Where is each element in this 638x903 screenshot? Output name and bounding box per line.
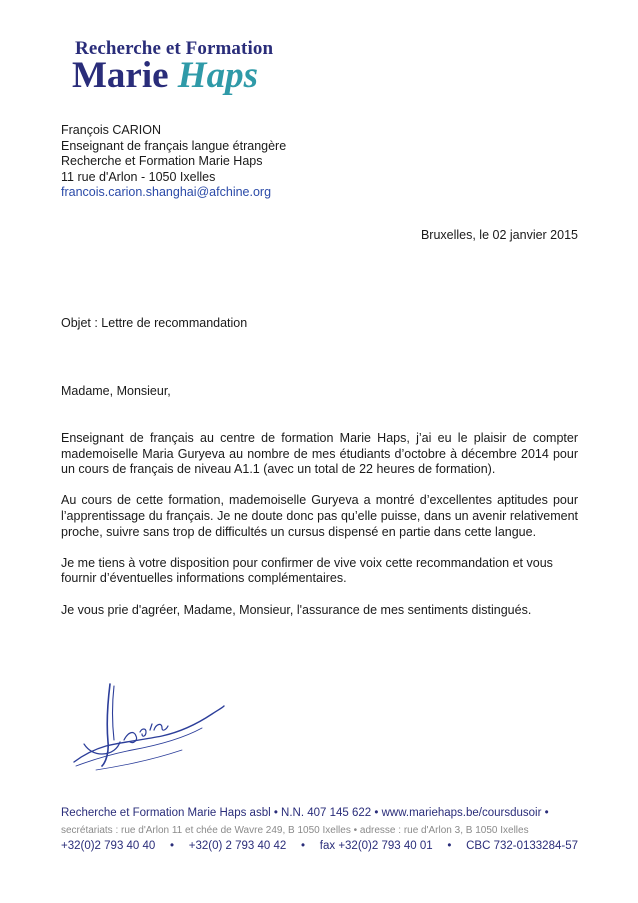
signature-stroke-4 [76,728,202,766]
footer-separator: • [301,840,306,852]
signature-stroke-6 [124,724,168,743]
logo-haps: Haps [177,55,258,96]
sender-name: François CARION [61,123,162,137]
sender-block [61,123,286,201]
footer-fax: fax +32(0)2 793 40 01 [319,840,433,852]
letter-body [61,431,578,634]
sender-email-link[interactable]: francois.carion.shanghai@afchine.org [61,185,272,199]
footer-cbc: CBC 732-0133284-57 [466,840,578,852]
sender-role: Enseignant de français langue étrangère [61,138,287,153]
logo-marie: Marie [72,55,169,96]
paragraph-1: Enseignant de français au centre de formation Marie Haps, j’ai eu le plaisir de compter mademoiselle Maria Guryeva au nombre de mes étudiants d’octobre à décembre 2014 pour un cours de français de niveau A1.1 (avec un total de 22 heures de formation). [61,431,578,477]
paragraph-2: Au cours de cette formation, mademoiselle Guryeva a montré d’excellentes aptitudes pour l’apprentissage du français. Je ne doute donc pas qu’elle puisse, dans un avenir relativement proche, suivre sans trop de difficultés un cursus dispensé en partie dans cette langue. [61,493,578,539]
signature-image [62,670,232,780]
footer-phone-2: +32(0) 2 793 40 42 [188,840,287,852]
salutation: Madame, Monsieur, [61,384,171,398]
footer-separator: • [447,840,452,852]
footer-phone-1: +32(0)2 793 40 40 [61,840,156,852]
paragraph-3: Je me tiens à votre disposition pour confirmer de vive voix cette recommandation et vous fournir d’éventuelles informations complémentaires. [61,555,553,586]
sender-address: 11 rue d'Arlon - 1050 Ixelles [61,169,216,184]
signature-stroke-2 [113,686,115,740]
footer-separator: • [170,840,175,852]
paragraph-closing: Je vous prie d'agréer, Madame, Monsieur, l'assurance de mes sentiments distingués. [61,602,532,617]
letter-subject: Objet : Lettre de recommandation [61,316,248,330]
logo-line-1: Recherche et Formation [75,38,274,59]
logo-wordmark [72,54,258,98]
footer-line-1: Recherche et Formation Marie Haps asbl • N.N. 407 145 622 • www.mariehaps.be/coursdusoir • [61,807,549,819]
letter-date: Bruxelles, le 02 janvier 2015 [420,228,578,242]
footer-line-3 [61,840,578,852]
sender-organisation: Recherche et Formation Marie Haps [61,154,263,168]
footer-line-2: secrétariats : rue d'Arlon 11 et chée de Wavre 249, B 1050 Ixelles • adresse : rue d'Arlon 3, B 1050 Ixelles [61,825,529,836]
